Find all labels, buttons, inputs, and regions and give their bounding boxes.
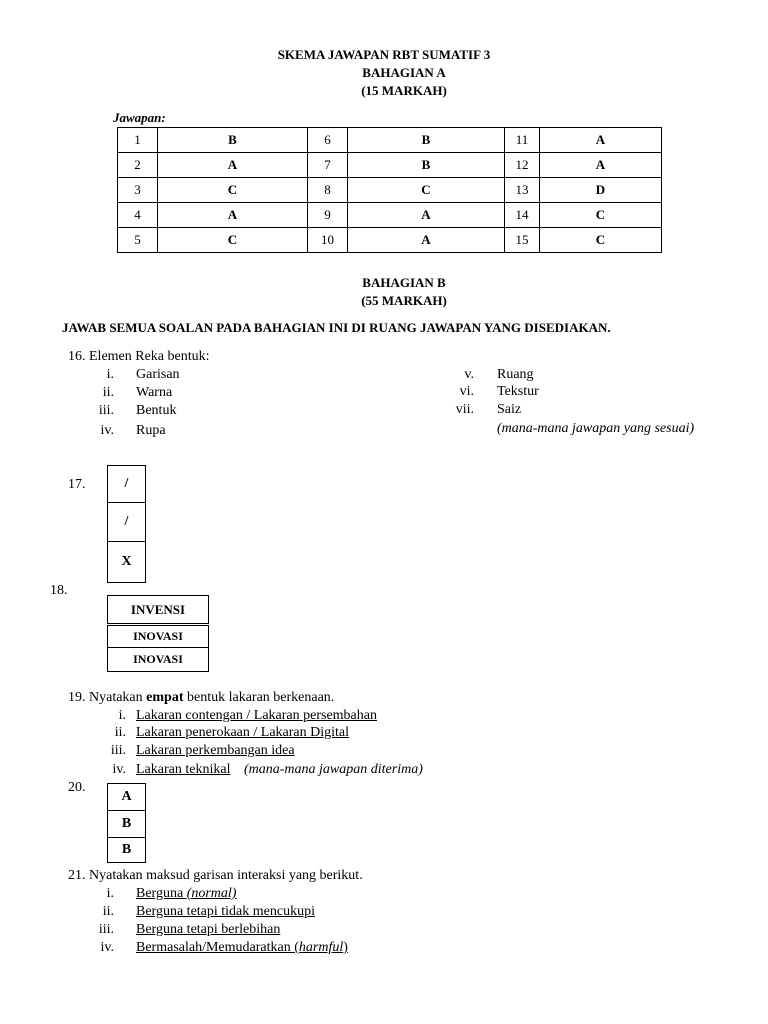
answer-row <box>118 128 662 153</box>
answers-label: Jawapan: <box>113 110 166 125</box>
q17-box: / <box>107 502 146 542</box>
q16-label: 16. Elemen Reka bentuk: <box>68 349 210 364</box>
q16-roman: iii. <box>98 403 114 418</box>
q21-item: Bermasalah/Memudaratkan (harmful) <box>136 940 348 955</box>
question-number-cell: 2 <box>118 153 158 178</box>
question-number-cell: 15 <box>505 228 540 253</box>
answer-cell: B <box>158 128 308 153</box>
document-title: SKEMA JAWAPAN RBT SUMATIF 3 <box>277 47 491 62</box>
q21-roman: iv. <box>100 940 114 955</box>
answer-cell: A <box>540 128 662 153</box>
q16-item: Warna <box>136 385 173 400</box>
q19-label <box>68 690 334 706</box>
q19-label-post: bentuk lakaran berkenaan. <box>183 690 335 705</box>
q21-item: Berguna tetapi berlebihan <box>136 922 281 937</box>
q17-box: / <box>107 465 146 503</box>
question-number-cell: 4 <box>118 203 158 228</box>
q16-item: Tekstur <box>497 384 539 399</box>
q16-item: Garisan <box>136 367 180 382</box>
q20-box: B <box>107 837 146 863</box>
q19-roman: ii. <box>114 725 126 740</box>
q19-roman: iv. <box>112 762 126 777</box>
q19-note: (mana-mana jawapan diterima) <box>244 762 423 777</box>
q21-item: Berguna (normal) <box>136 886 237 901</box>
section-b-title: BAHAGIAN B <box>362 275 446 290</box>
q21-item: Berguna tetapi tidak mencukupi <box>136 904 315 919</box>
q16-item: Ruang <box>497 367 534 382</box>
answer-cell: C <box>348 178 505 203</box>
q16-item: Bentuk <box>136 403 177 418</box>
answer-cell: A <box>158 203 308 228</box>
q19-label-bold: empat <box>146 690 184 705</box>
q19-item: Lakaran teknikal <box>136 762 231 777</box>
question-number-cell: 1 <box>118 128 158 153</box>
q19-roman: i. <box>118 708 126 723</box>
answer-cell: A <box>540 153 662 178</box>
question-number-cell: 6 <box>308 128 348 153</box>
answer-cell: A <box>348 203 505 228</box>
q16-roman: iv. <box>100 423 114 438</box>
question-number-cell: 9 <box>308 203 348 228</box>
q16-roman: ii. <box>102 385 114 400</box>
answer-cell: A <box>158 153 308 178</box>
question-number-cell: 10 <box>308 228 348 253</box>
q16-roman: vi. <box>459 384 474 399</box>
section-a-marks: (15 MARKAH) <box>361 83 447 98</box>
q16-roman: vii. <box>455 402 474 417</box>
answer-row <box>118 153 662 178</box>
q17-box: X <box>107 541 146 583</box>
q19-roman: iii. <box>110 743 126 758</box>
answer-cell: C <box>540 228 662 253</box>
q19-item: Lakaran perkembangan idea <box>136 743 295 758</box>
q18-box: INVENSI <box>107 595 209 624</box>
q21-roman: iii. <box>98 922 114 937</box>
q19-item: Lakaran contengan / Lakaran persembahan <box>136 708 377 723</box>
question-number-cell: 3 <box>118 178 158 203</box>
q20-label: 20. <box>68 780 86 795</box>
q20-box: B <box>107 810 146 838</box>
question-number-cell: 5 <box>118 228 158 253</box>
q18-label: 18. <box>50 583 68 598</box>
question-number-cell: 14 <box>505 203 540 228</box>
section-b-instruction: JAWAB SEMUA SOALAN PADA BAHAGIAN INI DI RUANG JAWAPAN YANG DISEDIAKAN. <box>62 320 611 335</box>
answer-row <box>118 178 662 203</box>
q16-item: Saiz <box>497 402 522 417</box>
q18-box: INOVASI <box>107 647 209 672</box>
answer-cell: B <box>348 153 505 178</box>
answer-table <box>117 127 662 253</box>
answer-cell: C <box>540 203 662 228</box>
q21-roman: ii. <box>102 904 114 919</box>
answer-cell: C <box>158 228 308 253</box>
q19-label-pre: 19. Nyatakan <box>68 690 147 705</box>
answer-cell: C <box>158 178 308 203</box>
q16-note: (mana-mana jawapan yang sesuai) <box>497 421 695 436</box>
q21-roman: i. <box>106 886 114 901</box>
question-number-cell: 11 <box>505 128 540 153</box>
answer-row <box>118 228 662 253</box>
question-number-cell: 13 <box>505 178 540 203</box>
q20-box: A <box>107 783 146 811</box>
section-a-title: BAHAGIAN A <box>362 65 446 80</box>
q19-item: Lakaran penerokaan / Lakaran Digital <box>136 725 350 740</box>
q16-roman: v. <box>464 367 474 382</box>
answer-cell: B <box>348 128 505 153</box>
q17-label: 17. <box>68 477 86 492</box>
question-number-cell: 12 <box>505 153 540 178</box>
answer-row <box>118 203 662 228</box>
answer-cell: A <box>348 228 505 253</box>
section-b-marks: (55 MARKAH) <box>361 293 447 308</box>
question-number-cell: 8 <box>308 178 348 203</box>
q16-roman: i. <box>106 367 114 382</box>
question-number-cell: 7 <box>308 153 348 178</box>
q21-label: 21. Nyatakan maksud garisan interaksi yang berikut. <box>68 868 363 883</box>
q16-item: Rupa <box>136 423 166 438</box>
q18-box: INOVASI <box>107 625 209 648</box>
answer-cell: D <box>540 178 662 203</box>
